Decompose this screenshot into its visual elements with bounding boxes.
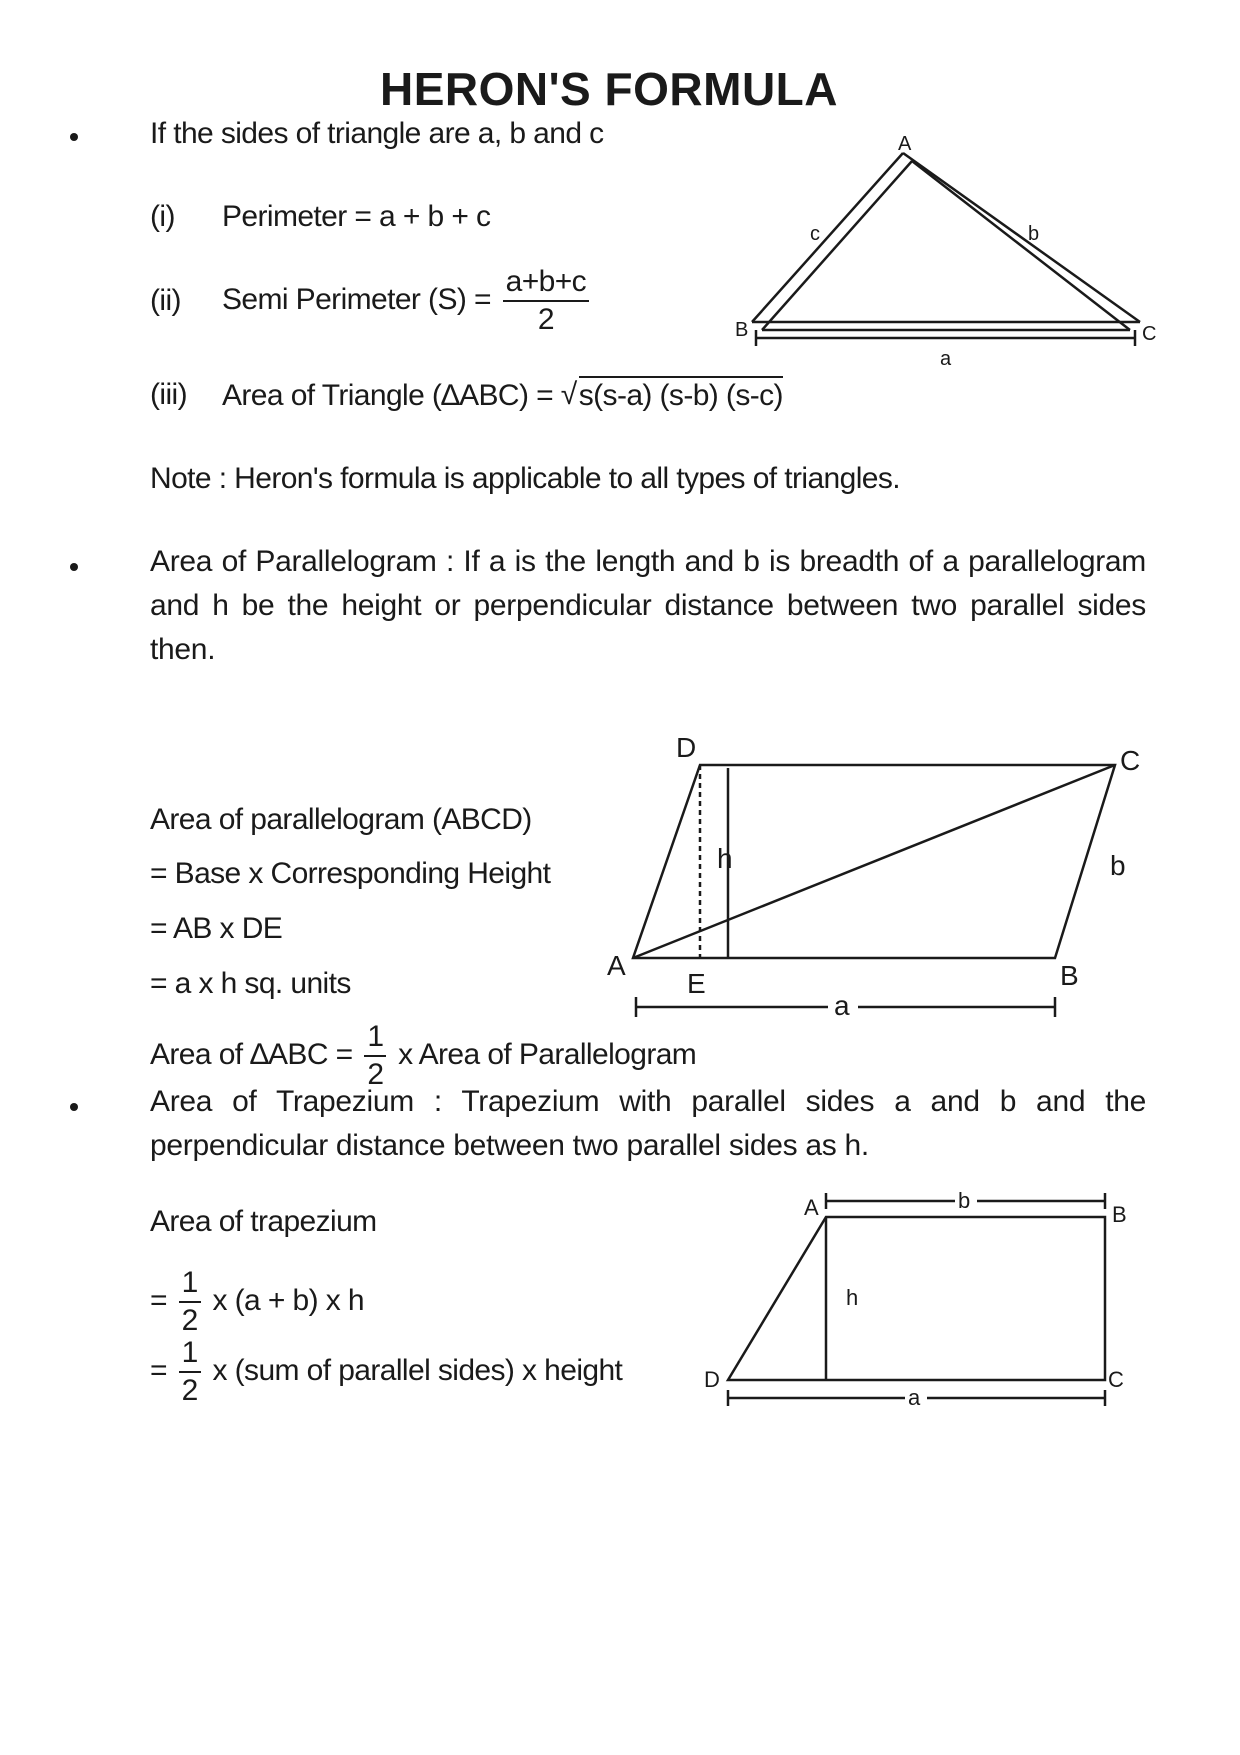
- trapezium-vertex-A: A: [804, 1195, 819, 1220]
- parallelogram-line-3: = AB x DE: [150, 912, 283, 945]
- area-number: (iii): [150, 378, 187, 411]
- parallelogram-line-1: Area of parallelogram (ABCD): [150, 803, 532, 836]
- radicand: s(s-a) (s-b) (s-c): [579, 376, 783, 413]
- semi-perimeter-number: (ii): [150, 284, 181, 317]
- fraction-denominator: 2: [537, 303, 554, 336]
- parallelogram-diagram: [595, 725, 1165, 1025]
- triangle-area-prefix: Area of ∆ABC =: [150, 1037, 353, 1071]
- equals-sign: =: [150, 1353, 167, 1387]
- triangle-side-c: c: [810, 223, 820, 245]
- trapezium-formula-1-suffix: x (a + b) x h: [212, 1283, 364, 1317]
- trapezium-label: Area of trapezium: [150, 1205, 377, 1238]
- parallelogram-point-E: E: [687, 968, 706, 999]
- trapezium-vertex-D: D: [704, 1367, 720, 1392]
- trapezium-vertex-B: B: [1112, 1202, 1127, 1227]
- triangle-area-suffix: x Area of Parallelogram: [398, 1037, 697, 1071]
- fraction-numerator: 1: [179, 1338, 201, 1373]
- parallelogram-vertex-D: D: [676, 732, 697, 763]
- fraction-numerator: a+b+c: [503, 267, 589, 302]
- parallelogram-side-a: a: [834, 990, 850, 1021]
- parallelogram-side-b: b: [1110, 850, 1126, 881]
- fraction-denominator: 2: [367, 1058, 384, 1091]
- trapezium-vertex-C: C: [1108, 1367, 1124, 1392]
- half-fraction: [179, 1338, 201, 1406]
- trapezium-formula-2: [150, 1338, 622, 1406]
- trapezium-diagram: [700, 1185, 1160, 1410]
- semi-perimeter-label: Semi Perimeter (S) =: [222, 282, 491, 316]
- parallelogram-height-h: h: [717, 843, 733, 874]
- trapezium-height-h: h: [846, 1285, 859, 1310]
- bullet: [70, 563, 78, 571]
- parallelogram-line-4: = a x h sq. units: [150, 967, 351, 1000]
- bullet: [70, 133, 78, 141]
- parallelogram-intro: Area of Parallelogram : If a is the length and b is breadth of a parallelogram and h be the height or perpendicular distance between two parallel sides then.: [150, 545, 1146, 666]
- parallelogram-vertex-B: B: [1060, 960, 1079, 991]
- fraction-denominator: 2: [181, 1374, 198, 1407]
- heron-intro: If the sides of triangle are a, b and c: [150, 117, 604, 150]
- triangle-vertex-B: B: [735, 319, 749, 341]
- area-formula: [222, 376, 783, 413]
- heron-note: Note : Heron's formula is applicable to all types of triangles.: [150, 462, 900, 495]
- bullet: [70, 1103, 78, 1111]
- trapezium-side-a: a: [908, 1385, 921, 1410]
- triangle-side-b: b: [1028, 223, 1040, 245]
- parallelogram-line-2: = Base x Corresponding Height: [150, 857, 551, 890]
- perimeter-formula: Perimeter = a + b + c: [222, 200, 491, 233]
- area-label: Area of Triangle (∆ABC) =: [222, 379, 553, 412]
- triangle-vertex-A: A: [898, 133, 912, 155]
- trapezium-formula-1: [150, 1268, 364, 1336]
- equals-sign: =: [150, 1283, 167, 1317]
- radical-sign: √: [560, 378, 577, 411]
- perimeter-number: (i): [150, 200, 175, 233]
- parallelogram-vertex-A: A: [607, 950, 626, 981]
- fraction-numerator: 1: [364, 1022, 386, 1057]
- fraction-numerator: 1: [179, 1268, 201, 1303]
- square-root: [561, 376, 783, 413]
- triangle-vertex-C: C: [1142, 323, 1157, 345]
- half-fraction: [179, 1268, 201, 1336]
- trapezium-side-b: b: [958, 1188, 971, 1213]
- semi-perimeter-formula: [222, 267, 593, 335]
- trapezium-formula-2-suffix: x (sum of parallel sides) x height: [212, 1353, 623, 1387]
- parallelogram-vertex-C: C: [1120, 745, 1141, 776]
- page-title: HERON'S FORMULA: [380, 63, 838, 115]
- trapezium-intro: Area of Trapezium : Trapezium with parallel sides a and b and the perpendicular distance between two parallel sides as h.: [150, 1085, 1146, 1162]
- fraction-denominator: 2: [181, 1304, 198, 1337]
- triangle-diagram: [730, 130, 1160, 370]
- triangle-side-a: a: [940, 348, 952, 370]
- semi-perimeter-fraction: [503, 267, 589, 335]
